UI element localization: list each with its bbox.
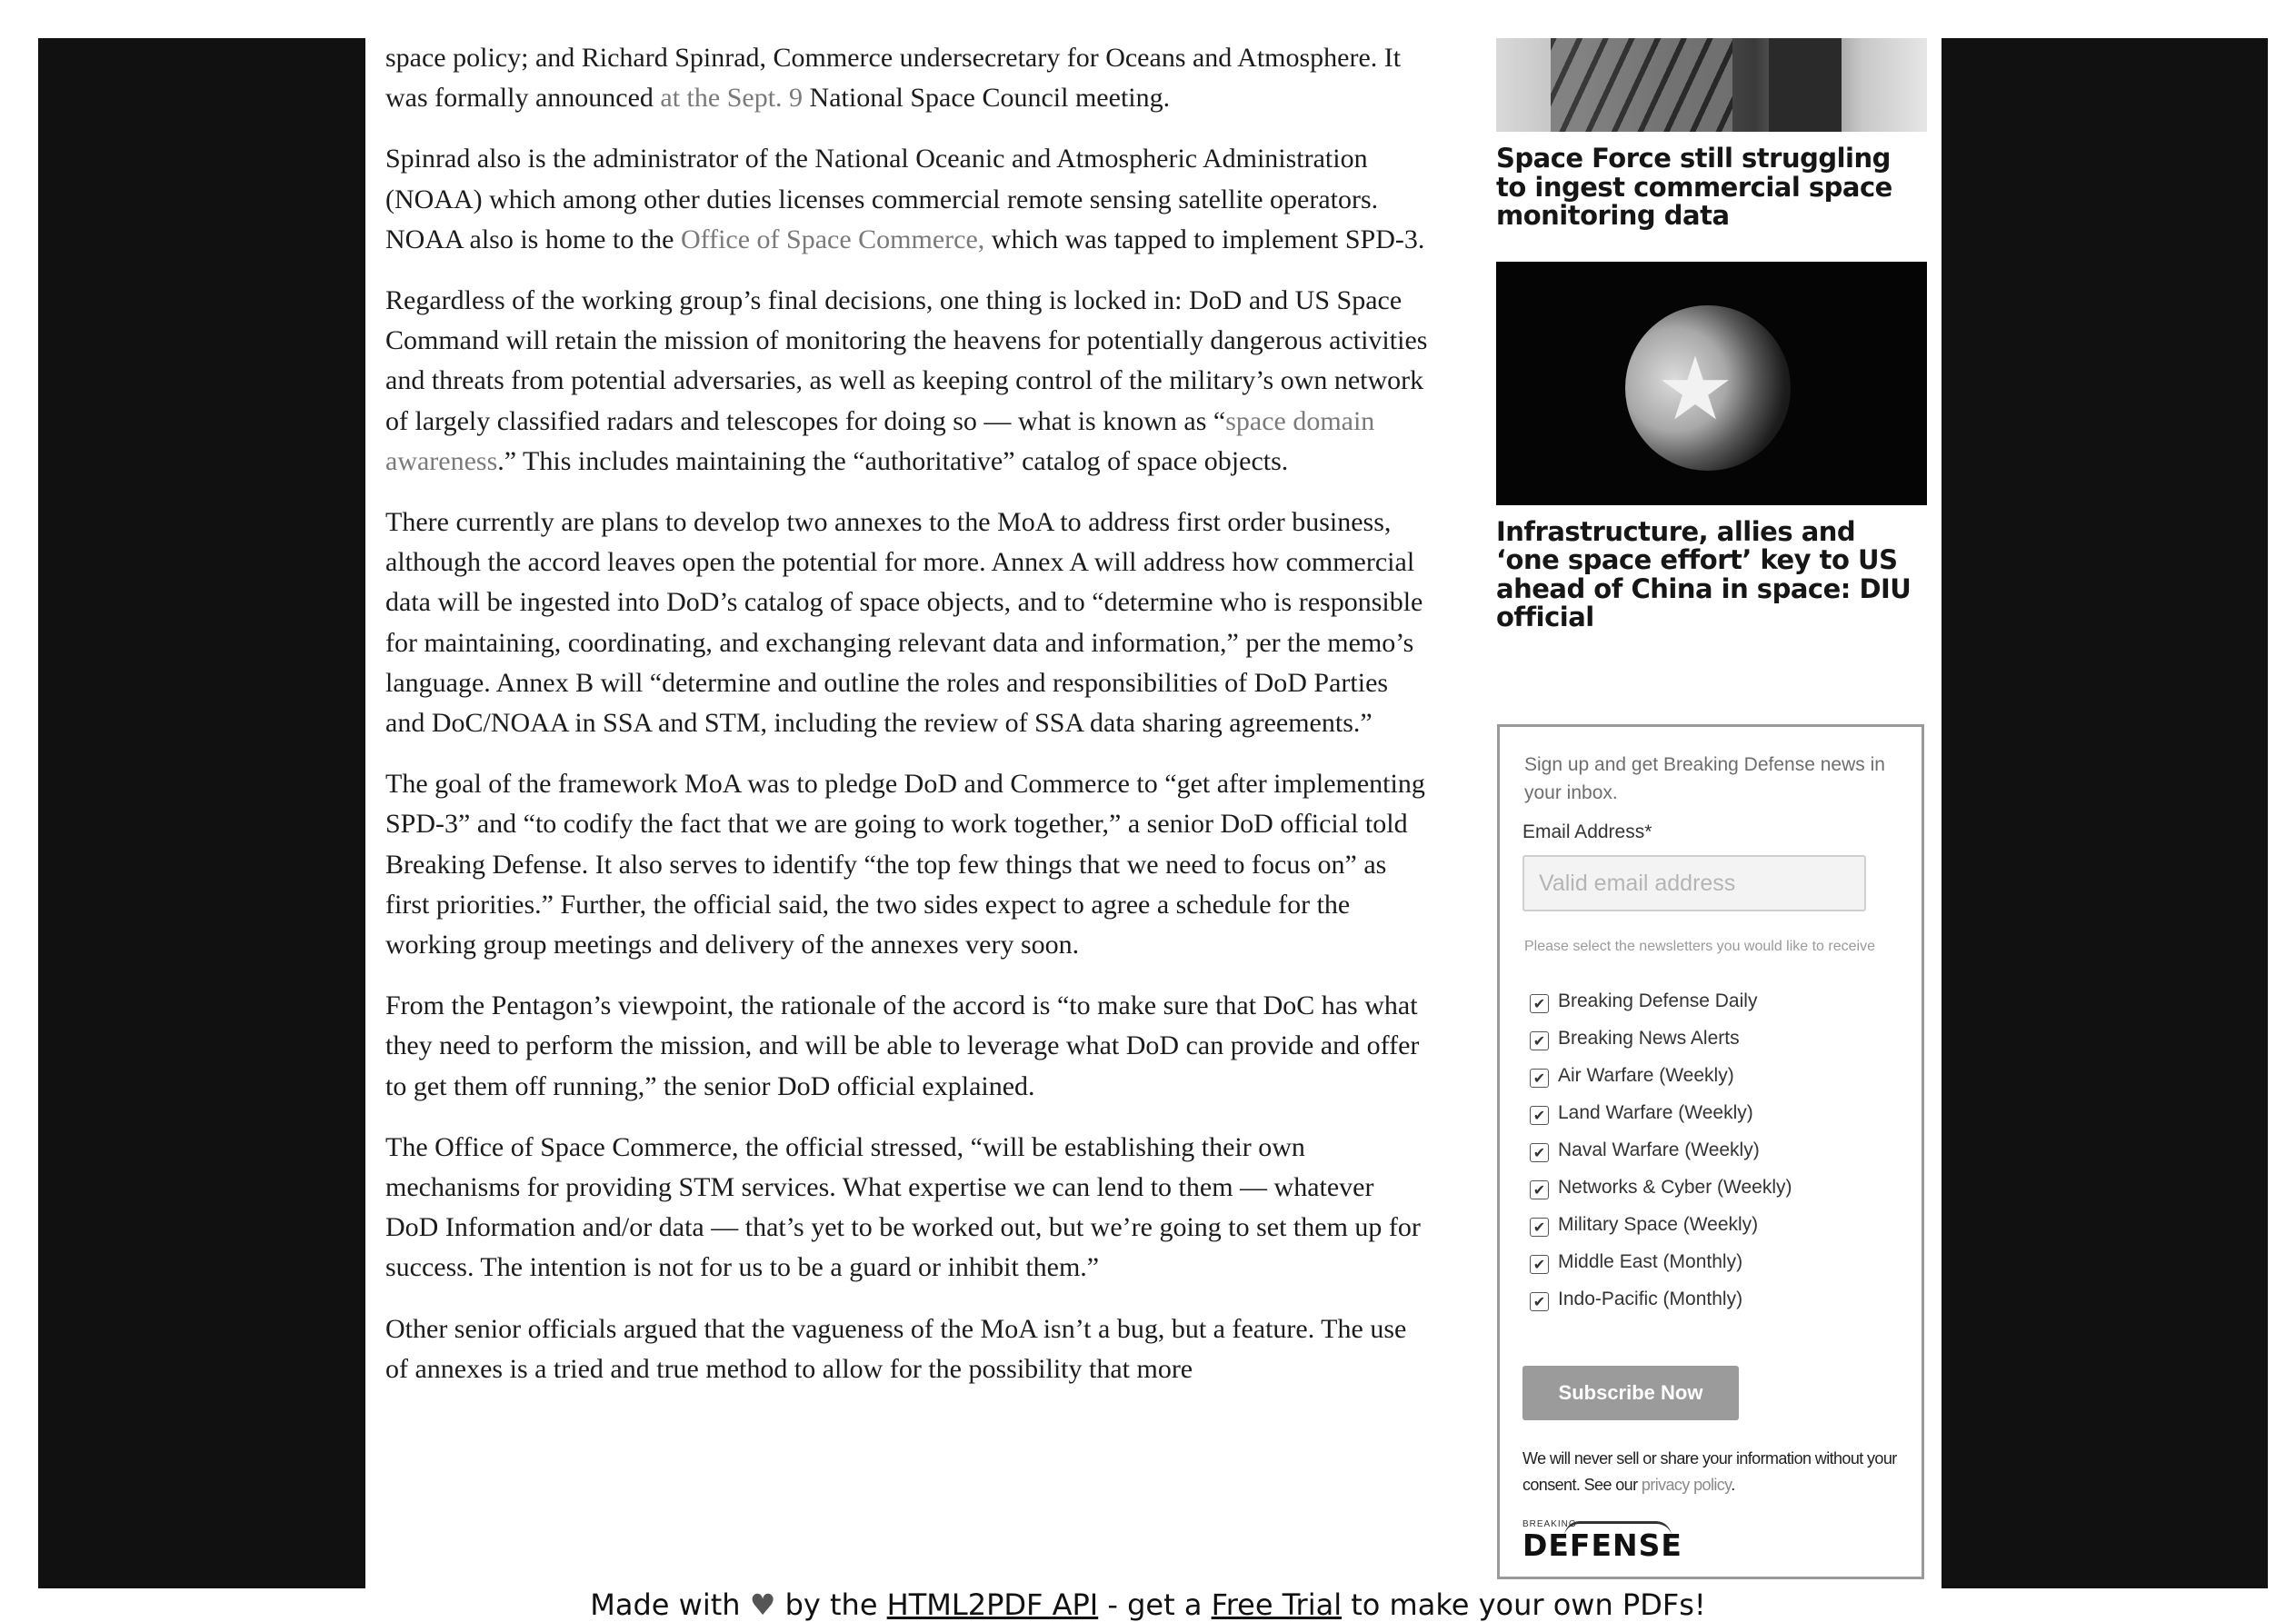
checkbox-checked-icon[interactable]: ✔	[1530, 1031, 1549, 1050]
checkbox-checked-icon[interactable]: ✔	[1530, 1292, 1549, 1311]
checkbox-checked-icon[interactable]: ✔	[1530, 1143, 1549, 1162]
checkbox-checked-icon[interactable]: ✔	[1530, 1069, 1549, 1088]
left-margin-band	[38, 38, 365, 1588]
privacy-note: We will never sell or share your information without your consent. See our privacy policy.	[1522, 1449, 1897, 1494]
article-body	[385, 38, 1429, 1410]
newsletter-option-label: Breaking News Alerts	[1558, 1028, 1740, 1049]
newsletter-option-label: Naval Warfare (Weekly)	[1558, 1139, 1760, 1160]
newsletter-option-label: Networks & Cyber (Weekly)	[1558, 1177, 1792, 1198]
article-paragraph: space policy; and Richard Spinrad, Commerce undersecretary for Oceans and Atmosphere. It was formally announced at the Sept. 9 National Space Council meeting.	[385, 43, 1402, 114]
article-paragraph: The Office of Space Commerce, the official stressed, “will be establishing their own mechanisms for providing STM services. What expertise we can lend to them — whatever DoD Information and/or data — that’s yet to be worked out, but we’re going to set them up for success. The intention is not for us to be a guard or inhibit them.”	[385, 1131, 1421, 1283]
html2pdf-api-link[interactable]: HTML2PDF API	[886, 1587, 1099, 1622]
story-thumbnail[interactable]	[1496, 38, 1927, 132]
heart-icon: ♥	[749, 1587, 776, 1622]
subscribe-button[interactable]: Subscribe Now	[1522, 1366, 1739, 1420]
newsletter-option[interactable]	[1530, 1139, 1792, 1177]
related-story-title[interactable]: Space Force still struggling to ingest commercial space monitoring data	[1496, 143, 1892, 231]
article-paragraph: The goal of the framework MoA was to pledge DoD and Commerce to “get after implementing SPD-3” and “to codify the fact that we are going to work together,” a senior DoD official told Breaking Defense. It also serves to identify “the top few things that we need to focus on” as first priorities.” Further, the official said, the two sides expect to agree a schedule for the working group meetings and delivery of the annexes very soon.	[385, 769, 1425, 960]
office-of-space-commerce-link[interactable]: Office of Space Commerce,	[680, 224, 985, 254]
free-trial-link[interactable]: Free Trial	[1211, 1587, 1343, 1622]
article-paragraph: Other senior officials argued that the vagueness of the MoA isn’t a bug, but a feature. The use of annexes is a tried and true method to allow for the possibility that more	[385, 1313, 1407, 1384]
privacy-policy-link[interactable]: privacy policy	[1641, 1476, 1732, 1494]
newsletter-option[interactable]	[1530, 1028, 1792, 1065]
newsletter-option-label: Military Space (Weekly)	[1558, 1214, 1759, 1235]
chair-image-detail	[1551, 38, 1732, 132]
checkbox-checked-icon[interactable]: ✔	[1530, 1106, 1549, 1125]
newsletter-signup-form	[1497, 724, 1924, 1579]
newsletter-option[interactable]	[1530, 1214, 1792, 1251]
related-story-title[interactable]: Infrastructure, allies and ‘one space effort’ key to US ahead of China in space: DIU official	[1496, 515, 1912, 632]
article-paragraph: Regardless of the working group’s final decisions, one thing is locked in: DoD and US Space Command will retain the mission of monitoring the heavens for potentially dangerous activities and threats from potential adversaries, as well as keeping control of the military’s own network of largely classified radars and telescopes for doing so — what is known as “space domain awareness.” This includes maintaining the “authoritative” catalog of space objects.	[385, 285, 1428, 476]
article-paragraph: From the Pentagon’s viewpoint, the rationale of the accord is “to make sure that DoC has what they need to perform the mission, and will be able to leverage what DoD can provide and offer to get them off running,” the senior DoD official explained.	[385, 990, 1420, 1101]
right-margin-band	[1942, 38, 2268, 1588]
newsletter-option[interactable]	[1530, 1289, 1792, 1326]
newsletter-option-label: Indo-Pacific (Monthly)	[1558, 1289, 1743, 1309]
article-paragraph: There currently are plans to develop two annexes to the MoA to address first order business, although the accord leaves open the potential for more. Annex A will address how commercial data will be ingested into DoD’s catalog of space objects, and to “determine who is responsible for maintaining, coordinating, and exchanging relevant data and information,” per the memo’s language. Annex B will “determine and outline the roles and responsibilities of DoD Parties and DoC/NOAA in SSA and STM, including the review of SSA data sharing agreements.”	[385, 507, 1423, 739]
checkbox-checked-icon[interactable]: ✔	[1530, 1218, 1549, 1237]
story-thumbnail[interactable]	[1496, 262, 1927, 505]
newsletter-option[interactable]	[1530, 1065, 1792, 1102]
newsletter-option[interactable]	[1530, 1251, 1792, 1289]
related-stories-sidebar	[1496, 38, 1927, 632]
star-icon: ★	[1656, 337, 1735, 440]
sept-9-meeting-link[interactable]: at the Sept. 9	[660, 83, 804, 114]
newsletter-option[interactable]	[1530, 1177, 1792, 1214]
checkbox-checked-icon[interactable]: ✔	[1530, 1255, 1549, 1274]
newsletter-option[interactable]	[1530, 1102, 1792, 1139]
email-input[interactable]	[1522, 855, 1866, 911]
footer-banner: Made with ♥ by the HTML2PDF API - get a Free Trial to make your own PDFs!	[590, 1587, 1706, 1622]
newsletter-option-label: Breaking Defense Daily	[1558, 990, 1758, 1011]
newsletter-option[interactable]	[1530, 990, 1792, 1028]
space-domain-awareness-link[interactable]: space domain awareness	[385, 405, 1375, 476]
breaking-defense-logo	[1522, 1519, 1682, 1563]
signup-intro: Sign up and get Breaking Defense news in your inbox.	[1524, 754, 1885, 803]
logo-small-text: BREAKING	[1522, 1519, 1577, 1529]
newsletters-label: Please select the newsletters you would like to receive	[1524, 939, 1875, 954]
checkbox-checked-icon[interactable]: ✔	[1530, 994, 1549, 1013]
newsletter-option-label: Land Warfare (Weekly)	[1558, 1102, 1753, 1123]
person-image-detail	[1769, 38, 1842, 132]
article-paragraph: Spinrad also is the administrator of the National Oceanic and Atmospheric Administration (NOAA) which among other duties licenses commercial remote sensing satellite operators. NOAA also is home to the Office of Space Commerce, which was tapped to implement SPD-3.	[385, 144, 1425, 254]
email-label: Email Address*	[1522, 821, 1652, 842]
newsletter-option-label: Air Warfare (Weekly)	[1558, 1065, 1734, 1086]
checkbox-checked-icon[interactable]: ✔	[1530, 1180, 1549, 1199]
logo-big-text: DEFENSE	[1522, 1527, 1682, 1563]
newsletter-options	[1530, 990, 1792, 1326]
newsletter-option-label: Middle East (Monthly)	[1558, 1251, 1743, 1272]
